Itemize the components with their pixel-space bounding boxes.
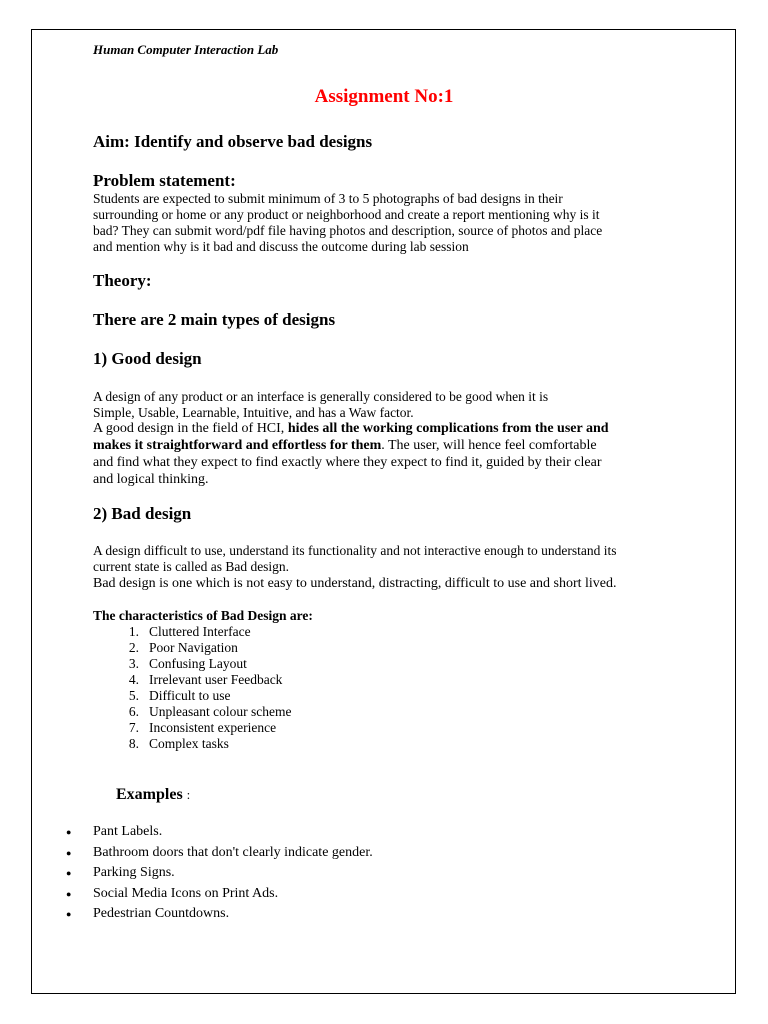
examples-heading: [116, 786, 190, 804]
list-item: [93, 704, 291, 720]
list-item: [66, 884, 373, 905]
running-header: Human Computer Interaction Lab: [93, 42, 279, 57]
characteristics-heading: The characteristics of Bad Design are:: [93, 608, 313, 623]
list-number: 2.: [128, 640, 139, 655]
bullet-icon: ●: [66, 888, 72, 899]
list-item: [66, 904, 373, 925]
problem-heading: Problem statement:: [93, 171, 236, 190]
list-item: [93, 624, 291, 640]
examples-colon: :: [186, 787, 191, 802]
list-text: Inconsistent experience: [149, 720, 277, 735]
examples-heading-text: Examples: [116, 786, 183, 803]
good-p2-rest: . The user, will hence feel comfortable: [381, 438, 597, 453]
list-text: Unpleasant colour scheme: [149, 704, 292, 719]
list-item: [93, 672, 291, 688]
list-text: Complex tasks: [149, 736, 229, 751]
list-item: [66, 843, 373, 864]
good-line: Simple, Usable, Learnable, Intuitive, and has a Waw factor.: [93, 405, 414, 420]
list-item: [93, 656, 291, 672]
list-item: [93, 720, 291, 736]
problem-statement: [93, 191, 683, 255]
example-text: Pant Labels.: [93, 824, 163, 839]
bad-design-heading: 2) Bad design: [93, 504, 192, 523]
list-text: Irrelevant user Feedback: [149, 672, 283, 687]
problem-line: surrounding or home or any product or neighborhood and create a report mentioning why is it: [93, 207, 600, 222]
good-p2-bold2: makes it straightforward and effortless for them: [93, 438, 382, 453]
bad-line: current state is called as Bad design.: [93, 559, 290, 574]
good-p2-line3: and find what they expect to find exactly where they expect to find it, guided by their clear: [93, 455, 602, 470]
bullet-icon: ●: [66, 868, 72, 878]
bullet-icon: ●: [66, 847, 72, 858]
good-line: A design of any product or an interface is generally considered to be good when it is: [93, 389, 549, 404]
list-number: 8.: [128, 736, 139, 751]
list-item: [93, 736, 291, 752]
list-item: [93, 640, 291, 656]
aim-heading: Aim: Identify and observe bad designs: [93, 132, 373, 151]
bad-design-definition: [93, 543, 683, 575]
characteristics-list: [93, 624, 291, 752]
list-text: Cluttered Interface: [149, 624, 251, 639]
bullet-icon: ●: [66, 909, 72, 919]
good-p2-start: A good design in the field of HCI,: [93, 421, 288, 436]
list-number: 1.: [128, 624, 139, 639]
problem-line: bad? They can submit word/pdf file having photos and description, source of photos and place: [93, 223, 603, 238]
examples-list: [66, 822, 373, 925]
example-text: Pedestrian Countdowns.: [93, 906, 230, 921]
good-design-definition: [93, 389, 683, 421]
list-item: [93, 688, 291, 704]
list-number: 7.: [128, 720, 139, 735]
good-design-heading: 1) Good design: [93, 349, 202, 368]
list-item: [66, 822, 373, 843]
list-text: Difficult to use: [149, 688, 231, 703]
assignment-title: Assignment No:1: [314, 86, 454, 107]
bullet-icon: ●: [66, 827, 72, 837]
list-number: 3.: [128, 656, 139, 671]
bad-design-summary: Bad design is one which is not easy to understand, distracting, difficult to use and short lived.: [93, 576, 617, 591]
list-text: Poor Navigation: [149, 640, 238, 655]
list-number: 6.: [128, 704, 139, 719]
example-text: Parking Signs.: [93, 865, 175, 880]
list-item: [66, 863, 373, 884]
good-p2-bold1: hides all the working complications from the user and: [287, 421, 609, 436]
list-text: Confusing Layout: [149, 656, 247, 671]
example-text: Social Media Icons on Print Ads.: [93, 885, 279, 901]
example-text: Bathroom doors that don't clearly indicate gender.: [93, 844, 373, 860]
list-number: 4.: [128, 672, 139, 687]
problem-line: Students are expected to submit minimum of 3 to 5 photographs of bad designs in their: [93, 191, 563, 206]
good-design-paragraph: [93, 420, 683, 488]
theory-heading: Theory:: [93, 271, 152, 290]
good-p2-line4: and logical thinking.: [93, 472, 209, 487]
types-heading: There are 2 main types of designs: [93, 310, 336, 329]
bad-line: A design difficult to use, understand its functionality and not interactive enough to understand its: [93, 543, 617, 558]
problem-line: and mention why is it bad and discuss the outcome during lab session: [93, 239, 469, 254]
list-number: 5.: [128, 688, 139, 703]
